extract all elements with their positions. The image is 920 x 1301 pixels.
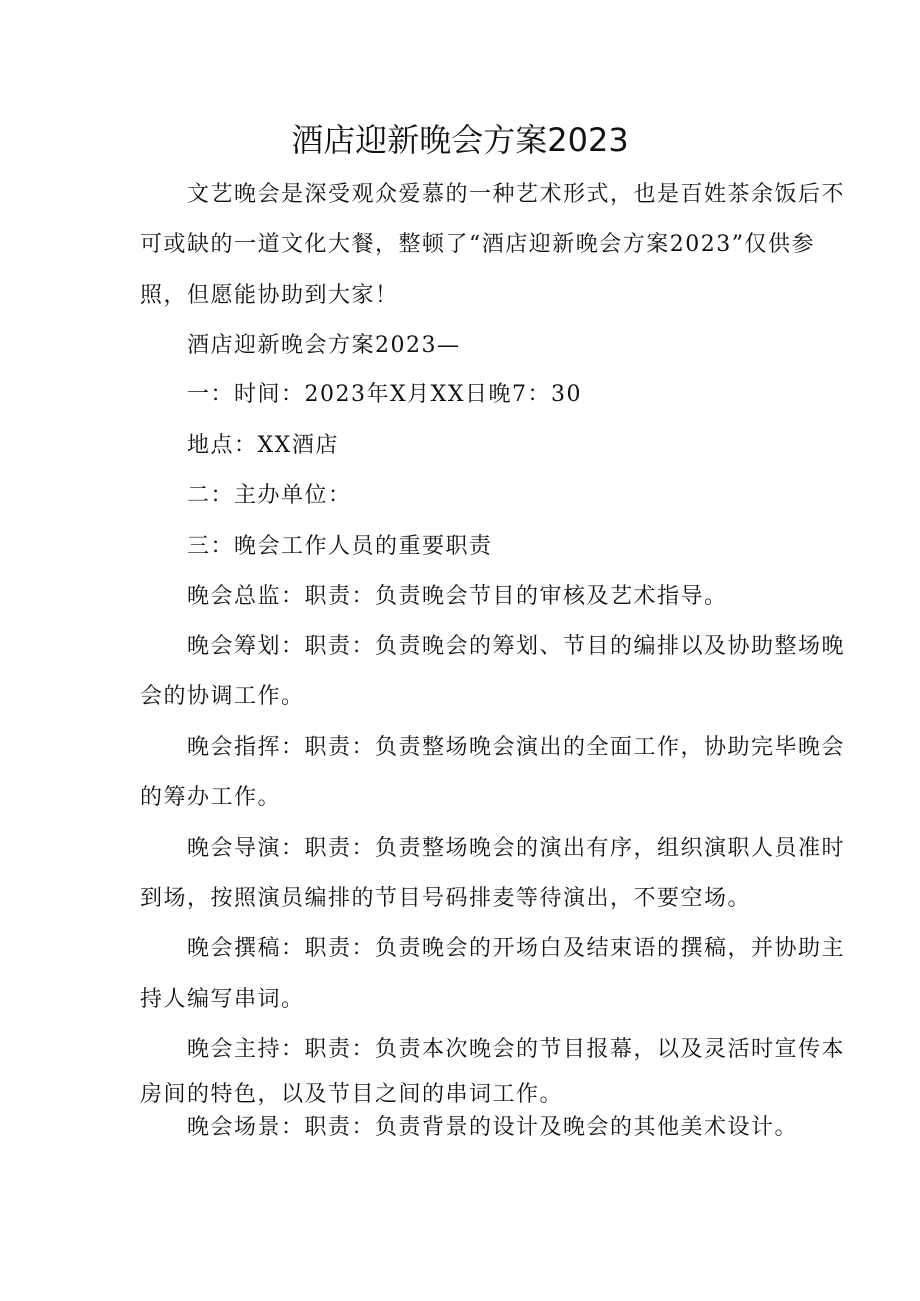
paragraph-intro-line-2: 可或缺的一道文化大餐，整顿了“酒店迎新晚会方案2023”仅供参 <box>140 232 815 257</box>
duty-staging-line-2: 到场，按照演员编排的节目号码排麦等待演出，不要空场。 <box>140 886 752 911</box>
section-heading-plan: 酒店迎新晚会方案2023— <box>187 333 461 358</box>
duty-director-line: 晚会总监：职责：负责晚会节目的审核及艺术指导。 <box>187 584 728 609</box>
time-line: 一：时间：2023年X月XX日晚7：30 <box>187 382 582 407</box>
organizer-line: 二：主办单位： <box>187 483 352 508</box>
duty-scenery-line: 晚会场景：职责：负责背景的设计及晚会的其他美术设计。 <box>187 1115 799 1140</box>
duties-heading: 三：晚会工作人员的重要职责 <box>187 534 493 559</box>
duty-host-line-1: 晚会主持：职责：负责本次晚会的节目报幕，以及灵活时宣传本 <box>187 1037 846 1062</box>
duty-staging-line-1: 晚会导演：职责：负责整场晚会的演出有序，组织演职人员准时 <box>187 836 846 861</box>
duty-planning-line-1: 晚会筹划：职责：负责晚会的筹划、节目的编排以及协助整场晚 <box>187 634 846 659</box>
duty-writing-line-1: 晚会撰稿：职责：负责晚会的开场白及结束语的撰稿，并协助主 <box>187 936 846 961</box>
duty-command-line-2: 的筹办工作。 <box>140 785 282 810</box>
paragraph-intro-line-1: 文艺晚会是深受观众爱慕的一种艺术形式，也是百姓茶余饭后不 <box>187 182 846 207</box>
document-title: 酒店迎新晚会方案2023 <box>291 121 629 159</box>
duty-host-line-2: 房间的特色，以及节目之间的串词工作。 <box>140 1082 564 1107</box>
duty-command-line-1: 晚会指挥：职责：负责整场晚会演出的全面工作，协助完毕晚会 <box>187 735 846 760</box>
paragraph-intro-line-3: 照，但愿能协助到大家！ <box>140 283 399 308</box>
location-line: 地点：XX酒店 <box>187 433 339 458</box>
duty-planning-line-2: 会的协调工作。 <box>140 684 305 709</box>
duty-writing-line-2: 持人编写串词。 <box>140 987 305 1012</box>
